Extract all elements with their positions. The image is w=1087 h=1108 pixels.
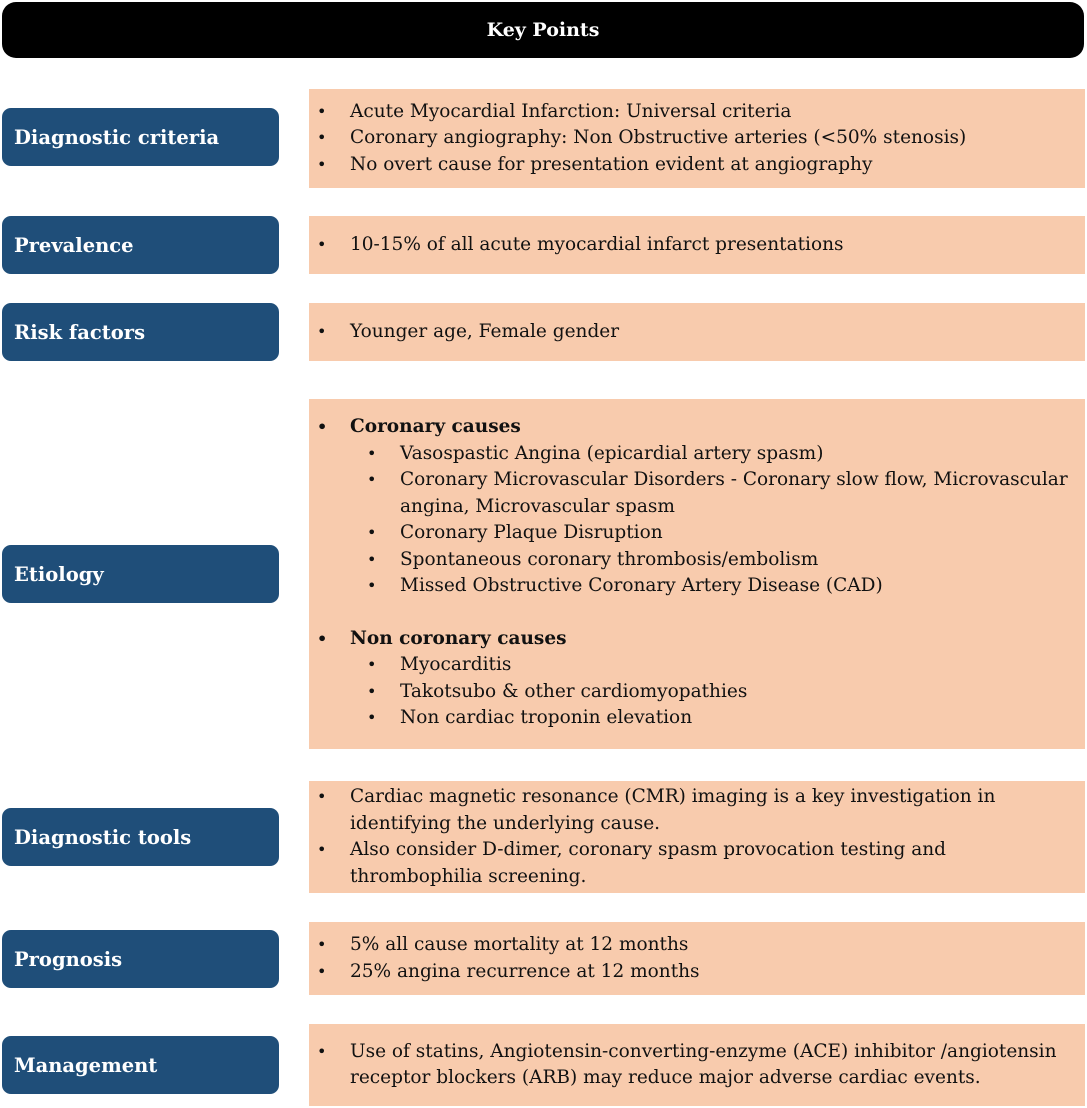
label-diagnostic-tools bbox=[2, 808, 279, 866]
list-item: • Spontaneous coronary thrombosis/embolism bbox=[317, 547, 1077, 574]
label-risk-factors bbox=[2, 303, 279, 361]
coronary-causes-heading: • Coronary causes bbox=[317, 414, 1077, 441]
list-item: • Acute Myocardial Infarction: Universal criteria bbox=[317, 99, 1077, 126]
list-item: • Myocarditis bbox=[317, 652, 1077, 679]
panel-management bbox=[309, 1024, 1085, 1106]
panel-diagnostic-tools bbox=[309, 781, 1085, 893]
label-text: Diagnostic tools bbox=[14, 825, 192, 849]
label-text: Etiology bbox=[14, 562, 104, 586]
page-title: Key Points bbox=[486, 19, 600, 41]
panel-risk-factors bbox=[309, 303, 1085, 361]
list-item: • Coronary angiography: Non Obstructive arteries (<50% stenosis) bbox=[317, 125, 1077, 152]
non-coronary-causes-heading: • Non coronary causes bbox=[317, 626, 1077, 653]
list-item: • Also consider D-dimer, coronary spasm provocation testing and thrombophilia screening. bbox=[317, 837, 1077, 890]
list-item: • Vasospastic Angina (epicardial artery spasm) bbox=[317, 441, 1077, 468]
label-diagnostic-criteria bbox=[2, 108, 279, 166]
list-item: • Use of statins, Angiotensin-converting-enzyme (ACE) inhibitor /angiotensin receptor blockers (ARB) may reduce major adverse cardiac events. bbox=[317, 1039, 1077, 1092]
list-item: • 25% angina recurrence at 12 months bbox=[317, 959, 1077, 986]
key-points-header bbox=[2, 2, 1084, 58]
label-text: Diagnostic criteria bbox=[14, 125, 220, 149]
label-text: Management bbox=[14, 1053, 158, 1077]
list-item: • 10-15% of all acute myocardial infarct presentations bbox=[317, 232, 1077, 259]
panel-prognosis bbox=[309, 922, 1085, 995]
list-item: • 5% all cause mortality at 12 months bbox=[317, 932, 1077, 959]
label-text: Prognosis bbox=[14, 947, 123, 971]
panel-diagnostic-criteria bbox=[309, 89, 1085, 188]
label-text: Prevalence bbox=[14, 233, 134, 257]
label-etiology bbox=[2, 545, 279, 603]
label-prevalence bbox=[2, 216, 279, 274]
label-management bbox=[2, 1036, 279, 1094]
label-prognosis bbox=[2, 930, 279, 988]
label-text: Risk factors bbox=[14, 320, 146, 344]
list-item: • No overt cause for presentation evident at angiography bbox=[317, 152, 1077, 179]
list-item: • Coronary Microvascular Disorders - Coronary slow flow, Microvascular angina, Microvascular spasm bbox=[317, 467, 1077, 520]
list-item: • Cardiac magnetic resonance (CMR) imaging is a key investigation in identifying the underlying cause. bbox=[317, 784, 1077, 837]
list-item: • Takotsubo & other cardiomyopathies bbox=[317, 679, 1077, 706]
list-item: • Missed Obstructive Coronary Artery Disease (CAD) bbox=[317, 573, 1077, 600]
panel-prevalence bbox=[309, 216, 1085, 274]
list-item: • Non cardiac troponin elevation bbox=[317, 705, 1077, 732]
list-item: • Younger age, Female gender bbox=[317, 319, 1077, 346]
panel-etiology bbox=[309, 399, 1085, 749]
list-item: • Coronary Plaque Disruption bbox=[317, 520, 1077, 547]
